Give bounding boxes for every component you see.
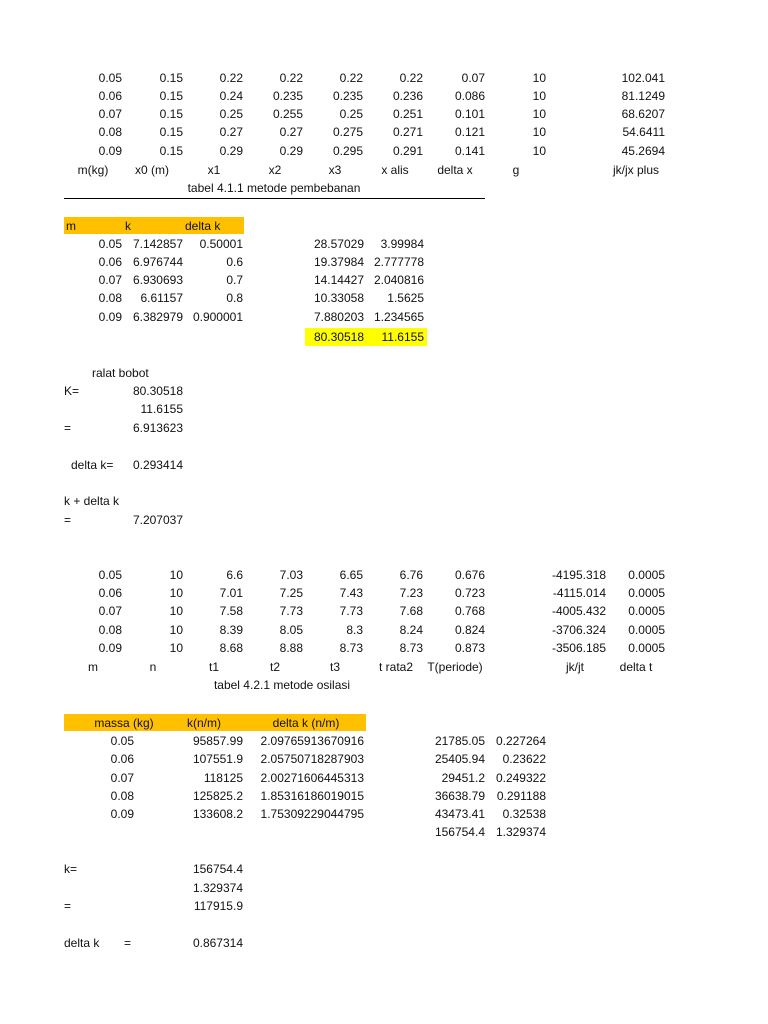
column-header: m (88, 660, 98, 674)
table-cell: 3.99984 (380, 237, 424, 251)
table-cell: 0.07 (98, 107, 122, 121)
table-cell: 107551.9 (192, 752, 243, 766)
table-cell: 0.235 (272, 89, 303, 103)
k-denominator: 11.6155 (140, 402, 183, 416)
column-header: n (149, 660, 157, 674)
table-cell: 10.33058 (313, 291, 364, 305)
table-cell: 81.1249 (621, 89, 665, 103)
table-cell: 0.06 (98, 89, 122, 103)
k-result: 117915.9 (193, 899, 243, 913)
equals-sign: = (64, 421, 72, 435)
table-cell: 8.68 (219, 641, 243, 655)
table-cell: 0.0005 (628, 586, 665, 600)
table-cell: 0.0005 (628, 641, 665, 655)
delta-k-label: delta k (64, 936, 100, 950)
table-cell: 0.101 (454, 107, 485, 121)
table-cell: 2.040816 (373, 273, 424, 287)
table-cell: 43473.41 (434, 807, 485, 821)
table-cell: 0.29 (279, 144, 303, 158)
table-cell: -4195.318 (551, 568, 606, 582)
table-cell: 102.041 (621, 71, 665, 85)
table-cell: 10 (169, 568, 183, 582)
table-cell: 0.09 (98, 641, 122, 655)
table-cell: 0.08 (110, 789, 134, 803)
table-cell: 0.50001 (199, 237, 243, 251)
table-cell: 36638.79 (434, 789, 485, 803)
table-cell: 7.73 (339, 604, 363, 618)
table-cell: 0.275 (332, 125, 363, 139)
table-cell: 0.15 (159, 144, 183, 158)
delta-k-value: 0.867314 (192, 936, 243, 950)
table-cell: 0.0005 (628, 568, 665, 582)
table-cell: 0.141 (454, 144, 485, 158)
equals-sign: = (64, 899, 72, 913)
column-header: g (512, 163, 520, 177)
table-cell: 0.22 (279, 71, 303, 85)
column-header: jk/jx plus (612, 163, 660, 177)
table-cell: 0.06 (98, 586, 122, 600)
table-cell: 0.227264 (495, 734, 546, 748)
table-cell: 6.976744 (132, 255, 183, 269)
table-cell: 0.249322 (495, 771, 546, 785)
column-header: t2 (269, 660, 281, 674)
table-cell: 0.235 (332, 89, 363, 103)
table-cell: 10 (532, 89, 546, 103)
table-cell: 0.15 (159, 89, 183, 103)
table-cell: 0.24 (219, 89, 243, 103)
table-cell: 68.6207 (621, 107, 665, 121)
table-cell: 6.61157 (140, 291, 183, 305)
table-cell: 0.09 (98, 310, 122, 324)
column-header: x2 (268, 163, 282, 177)
table-cell: 0.900001 (192, 310, 243, 324)
column-header: t3 (329, 660, 341, 674)
table-cell: 0.25 (339, 107, 363, 121)
table-cell: 10 (169, 641, 183, 655)
total-value: 1.329374 (495, 825, 546, 839)
table-cell: 0.25 (219, 107, 243, 121)
table-cell: 7.01 (219, 586, 243, 600)
calc-title: ralat bobot (92, 366, 149, 380)
table-cell: 0.251 (392, 107, 423, 121)
delta-k-label: delta k= (71, 458, 114, 472)
table-cell: 29451.2 (441, 771, 485, 785)
table-cell: 8.24 (399, 623, 423, 637)
total-value: 11.6155 (381, 330, 424, 344)
k-denominator: 1.329374 (192, 881, 243, 895)
table-cell: -3506.185 (551, 641, 606, 655)
table-cell: 0.768 (454, 604, 485, 618)
table-cell: 0.873 (454, 641, 485, 655)
table1-caption-rule (64, 198, 485, 199)
table-cell: 0.05 (98, 568, 122, 582)
total-value: 156754.4 (434, 825, 485, 839)
table-cell: 1.234565 (373, 310, 424, 324)
total-value: 80.30518 (313, 330, 364, 344)
table-cell: 6.65 (339, 568, 363, 582)
table-cell: 1.75309229044795 (260, 807, 364, 821)
table-cell: 0.6 (226, 255, 243, 269)
table-cell: 0.32538 (502, 807, 546, 821)
table-cell: 0.291188 (496, 789, 546, 803)
table-cell: 7.43 (339, 586, 363, 600)
column-header: massa (kg) (94, 716, 154, 730)
column-header: delta k (185, 219, 221, 233)
table-cell: 0.23622 (502, 752, 546, 766)
table-cell: 0.0005 (628, 623, 665, 637)
column-header: delta t (619, 660, 653, 674)
table-cell: 7.58 (219, 604, 243, 618)
table-cell: 8.73 (399, 641, 423, 655)
table-cell: 0.05 (98, 71, 122, 85)
table-cell: 1.85316186019015 (260, 789, 364, 803)
table-cell: 6.76 (399, 568, 423, 582)
table-cell: 1.5625 (387, 291, 424, 305)
table-cell: 8.88 (279, 641, 303, 655)
table-cell: 0.723 (454, 586, 485, 600)
table-cell: 0.08 (98, 125, 122, 139)
table-cell: 10 (532, 144, 546, 158)
table-cell: 7.23 (399, 586, 423, 600)
k-result: 6.913623 (132, 421, 183, 435)
table-cell: 19.37984 (313, 255, 364, 269)
table-cell: 0.27 (279, 125, 303, 139)
table-cell: -4115.014 (552, 586, 606, 600)
table-cell: 10 (532, 107, 546, 121)
table-cell: 0.27 (219, 125, 243, 139)
table-cell: 95857.99 (192, 734, 243, 748)
table-cell: 14.14427 (313, 273, 364, 287)
table-cell: 0.121 (454, 125, 485, 139)
k-numerator: 156754.4 (192, 862, 243, 876)
column-header: jk/jt (566, 660, 584, 674)
table-cell: 0.824 (454, 623, 485, 637)
table-cell: 6.6 (226, 568, 243, 582)
table-cell: 0.09 (98, 144, 122, 158)
table-cell: 2.05750718287903 (260, 752, 364, 766)
table-cell: 0.236 (392, 89, 423, 103)
table-cell: 0.07 (98, 604, 122, 618)
table-cell: 0.09 (110, 807, 134, 821)
column-header: x1 (207, 163, 221, 177)
table-cell: 25405.94 (434, 752, 485, 766)
table-cell: 8.73 (339, 641, 363, 655)
column-header: x alis (381, 163, 409, 177)
table-cell: 0.7 (226, 273, 243, 287)
table-cell: 0.07 (461, 71, 485, 85)
table-cell: 8.39 (219, 623, 243, 637)
table-cell: 0.255 (272, 107, 303, 121)
equals-sign: = (124, 936, 132, 950)
table-cell: 10 (169, 586, 183, 600)
column-header: x0 (m) (135, 163, 169, 177)
table-cell: 21785.05 (434, 734, 485, 748)
table-cell: -3706.324 (551, 623, 606, 637)
equals-sign: = (64, 513, 72, 527)
table-cell: 8.05 (279, 623, 303, 637)
table-cell: 7.68 (399, 604, 423, 618)
table-cell: 7.142857 (132, 237, 183, 251)
table-cell: 0.295 (332, 144, 363, 158)
table-cell: 0.07 (98, 273, 122, 287)
table-cell: 0.06 (110, 752, 134, 766)
k-label: k= (64, 862, 78, 876)
table-cell: 2.09765913670916 (260, 734, 364, 748)
table-cell: 0.15 (159, 125, 183, 139)
table-caption: tabel 4.1.1 metode pembebanan (187, 181, 361, 195)
table-cell: 0.22 (399, 71, 423, 85)
table-cell: 8.3 (346, 623, 363, 637)
table-cell: 10 (532, 71, 546, 85)
table-cell: 7.880203 (313, 310, 364, 324)
table-cell: 0.676 (454, 568, 485, 582)
table-cell: 2.00271606445313 (260, 771, 364, 785)
column-header: x3 (328, 163, 342, 177)
table-cell: 0.271 (392, 125, 423, 139)
table-cell: 6.930693 (132, 273, 183, 287)
table-cell: 0.22 (339, 71, 363, 85)
table-cell: 118125 (203, 771, 243, 785)
table-cell: 0.05 (110, 734, 134, 748)
sum-label: k + delta k (64, 494, 120, 508)
table-cell: 2.777778 (373, 255, 424, 269)
table-cell: 0.086 (454, 89, 485, 103)
k-label: K= (64, 384, 80, 398)
table-cell: 0.22 (219, 71, 243, 85)
table-cell: 10 (532, 125, 546, 139)
table-cell: 0.8 (226, 291, 243, 305)
column-header: t1 (208, 660, 220, 674)
column-header: k(n/m) (187, 716, 221, 730)
table-cell: 28.57029 (313, 237, 364, 251)
delta-k-value: 0.293414 (132, 458, 183, 472)
table-cell: 0.05 (98, 237, 122, 251)
column-header: m (66, 219, 76, 233)
table-cell: 10 (169, 604, 183, 618)
column-header: T(periode) (427, 660, 483, 674)
table-cell: 0.15 (159, 107, 183, 121)
sum-value: 7.207037 (132, 513, 183, 527)
table-cell: 45.2694 (621, 144, 665, 158)
table-cell: 10 (169, 623, 183, 637)
column-header: delta k (n/m) (272, 716, 340, 730)
table-cell: 0.07 (110, 771, 134, 785)
table-cell: 7.73 (279, 604, 303, 618)
table-cell: -4005.432 (551, 604, 606, 618)
table-cell: 125825.2 (192, 789, 243, 803)
k-numerator: 80.30518 (132, 384, 183, 398)
column-header: k (125, 219, 131, 233)
table-cell: 133608.2 (192, 807, 243, 821)
table-cell: 6.382979 (132, 310, 183, 324)
table-cell: 7.03 (279, 568, 303, 582)
table-cell: 54.6411 (622, 125, 665, 139)
column-header: t rata2 (378, 660, 414, 674)
table-cell: 0.08 (98, 623, 122, 637)
table-cell: 7.25 (279, 586, 303, 600)
table-cell: 0.29 (219, 144, 243, 158)
table-caption: tabel 4.2.1 metode osilasi (213, 678, 351, 692)
table-cell: 0.0005 (628, 604, 665, 618)
table-cell: 0.06 (98, 255, 122, 269)
table-cell: 0.15 (159, 71, 183, 85)
column-header: m(kg) (77, 163, 109, 177)
table-cell: 0.08 (98, 291, 122, 305)
table-cell: 0.291 (392, 144, 423, 158)
column-header: delta x (437, 163, 473, 177)
